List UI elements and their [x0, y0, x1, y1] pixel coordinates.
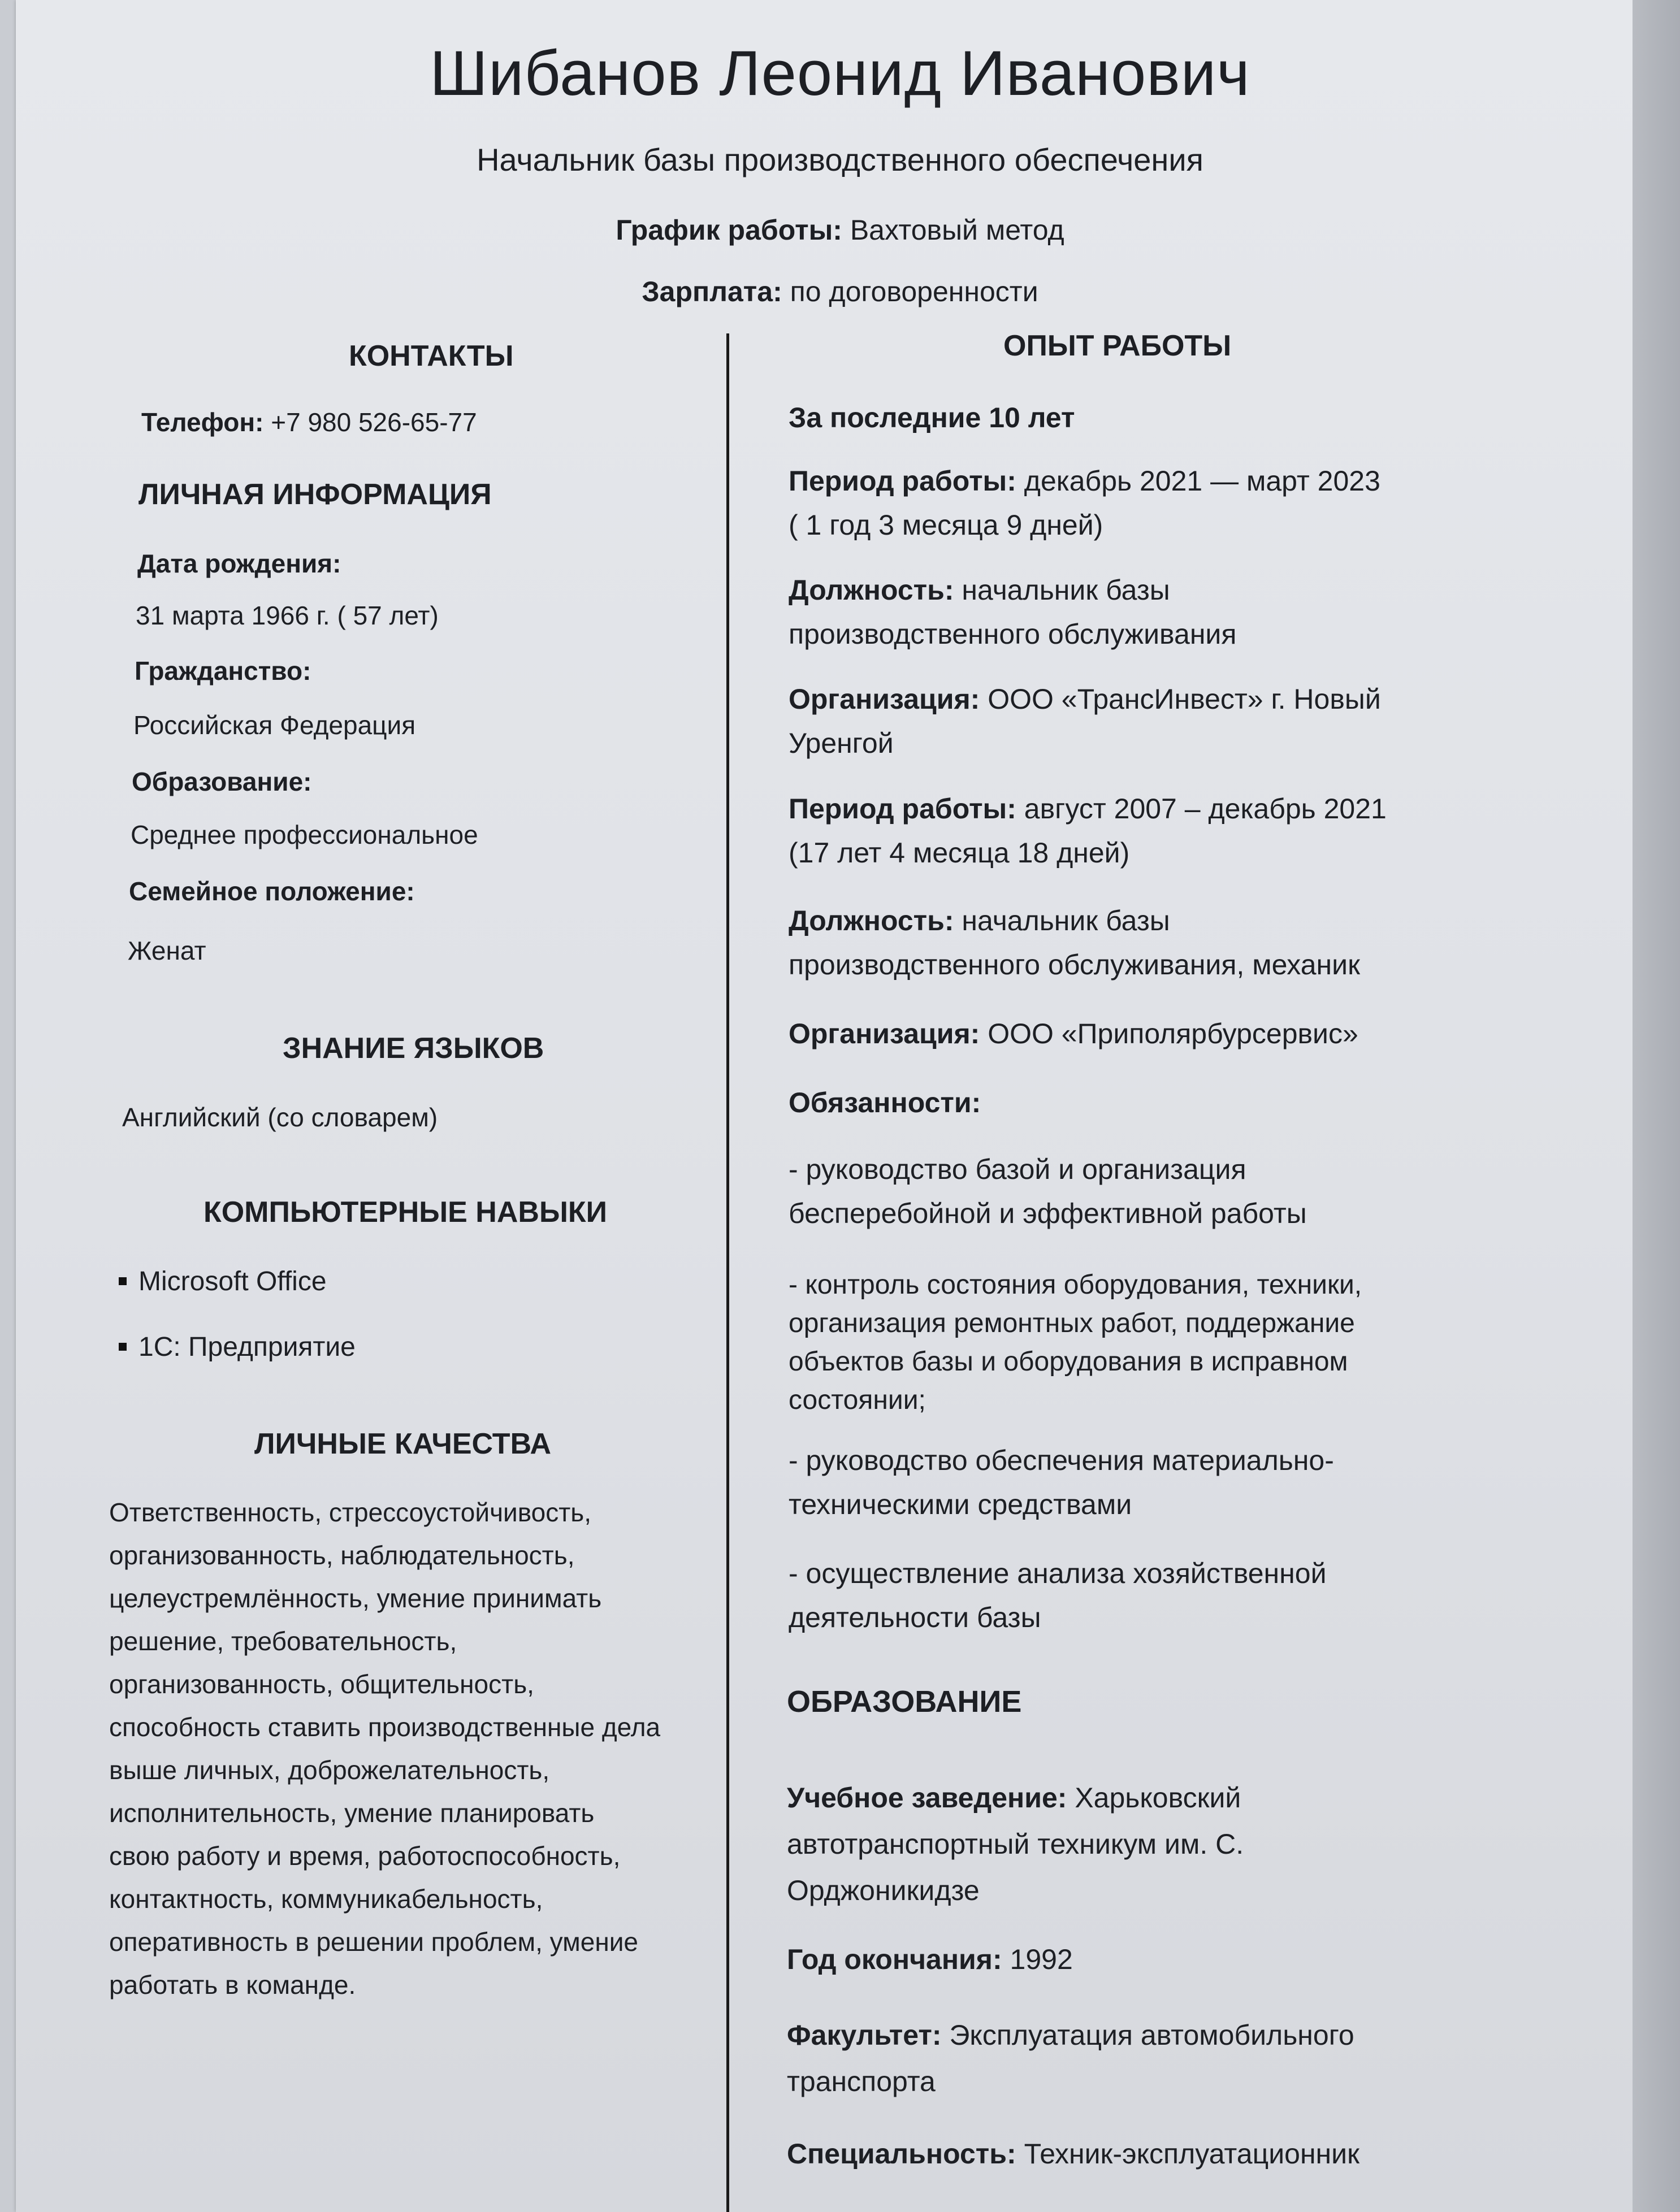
- duty-item: [789, 1438, 1523, 1526]
- job2-position: [789, 899, 1523, 987]
- languages-title: ЗНАНИЕ ЯЗЫКОВ: [283, 1032, 544, 1065]
- specialty: [787, 2132, 1359, 2176]
- salary-value: по договоренности: [782, 276, 1038, 307]
- job2-position-value: начальник базы: [954, 905, 1170, 936]
- school-value-cont: автотранспортный техникум им. С.: [787, 1828, 1244, 1860]
- qualities-line: оперативность в решении проблем, умение: [109, 1927, 639, 1957]
- work-schedule-value: Вахтовый метод: [842, 214, 1064, 246]
- job2-organization: [789, 1012, 1523, 1056]
- qualities-line: решение, требовательность,: [109, 1627, 457, 1656]
- qualities-line: организованность, наблюдательность,: [109, 1541, 575, 1570]
- job2-period-label: Период работы:: [789, 793, 1016, 825]
- contacts-title: КОНТАКТЫ: [349, 340, 514, 372]
- duty-line: деятельности базы: [789, 1602, 1041, 1633]
- graduation-year-value: 1992: [1002, 1944, 1073, 1975]
- job1-position: [789, 568, 1523, 656]
- family-status-label: Семейное положение:: [129, 877, 415, 906]
- candidate-position: Начальник базы производственного обеспечения: [477, 142, 1203, 177]
- bullet-icon: [119, 1343, 127, 1351]
- job1-period-value: декабрь 2021 — март 2023: [1016, 465, 1380, 497]
- faculty: [787, 2012, 1522, 2105]
- skill-item: [102, 1325, 667, 1390]
- qualities-line: выше личных, доброжелательность,: [109, 1755, 550, 1785]
- specialty-value: Техник-эксплуатационник: [1016, 2138, 1359, 2170]
- job2-org-label: Организация:: [789, 1018, 980, 1049]
- birth-date-value: 31 марта 1966 г. ( 57 лет): [136, 601, 439, 630]
- personal-qualities-title: ЛИЧНЫЕ КАЧЕСТВА: [254, 1428, 552, 1460]
- computer-skills-list: [102, 1259, 667, 1390]
- phone-value: +7 980 526-65-77: [263, 407, 477, 437]
- school-value: Харьковский: [1067, 1782, 1241, 1814]
- job1-position-value: начальник базы: [954, 574, 1170, 606]
- faculty-value: Эксплуатация автомобильного: [941, 2019, 1354, 2051]
- job1-org-label: Организация:: [789, 683, 980, 715]
- qualities-line: способность ставить производственные дела: [109, 1712, 661, 1742]
- school: [787, 1775, 1522, 1914]
- school-label: Учебное заведение:: [787, 1782, 1067, 1814]
- qualities-line: целеустремлённость, умение принимать: [109, 1584, 602, 1613]
- job1-period-label: Период работы:: [789, 465, 1016, 497]
- family-status-value: Женат: [128, 936, 206, 965]
- duty-item: [789, 1266, 1523, 1420]
- duty-line: - контроль состояния оборудования, техники,: [789, 1270, 1362, 1300]
- job2-position-label: Должность:: [789, 905, 954, 936]
- education-level-value: Среднее профессиональное: [131, 820, 478, 849]
- skill-label: Microsoft Office: [138, 1267, 327, 1296]
- job2-position-value-cont: производственного обслуживания, механик: [789, 949, 1360, 981]
- job1-org-value: ООО «ТрансИнвест» г. Новый: [980, 683, 1381, 715]
- education-title: ОБРАЗОВАНИЕ: [787, 1685, 1022, 1719]
- job1-position-value-cont: производственного обслуживания: [789, 618, 1237, 650]
- page-edge-shadow: [1633, 0, 1680, 2212]
- job1-position-label: Должность:: [789, 574, 954, 606]
- job2-duration: (17 лет 4 месяца 18 дней): [789, 837, 1130, 869]
- graduation-year-label: Год окончания:: [787, 1944, 1002, 1975]
- experience-title: ОПЫТ РАБОТЫ: [1003, 329, 1232, 362]
- work-schedule-label: График работы:: [616, 214, 842, 246]
- skill-item: [102, 1259, 667, 1325]
- work-schedule: [0, 214, 1680, 246]
- citizenship-value: Российская Федерация: [133, 710, 416, 740]
- qualities-line: организованность, общительность,: [109, 1669, 534, 1699]
- job1-org-value-cont: Уренгой: [789, 727, 894, 759]
- qualities-line: работать в команде.: [109, 1970, 356, 2000]
- duty-item: [789, 1551, 1523, 1640]
- faculty-value-cont: транспорта: [787, 2066, 936, 2097]
- bullet-icon: [119, 1277, 127, 1285]
- computer-skills-title: КОМПЬЮТЕРНЫЕ НАВЫКИ: [203, 1196, 607, 1229]
- job2-org-value: ООО «Приполярбурсервис»: [980, 1018, 1358, 1049]
- duty-line: техническими средствами: [789, 1489, 1132, 1520]
- specialty-label: Специальность:: [787, 2138, 1016, 2170]
- duty-line: - руководство обеспечения материально-: [789, 1445, 1334, 1476]
- job1-duration: ( 1 год 3 месяца 9 дней): [789, 509, 1103, 541]
- duty-line: бесперебойной и эффективной работы: [789, 1198, 1307, 1229]
- qualities-line: свою работу и время, работоспособность,: [109, 1841, 621, 1871]
- job2-period: [789, 787, 1523, 875]
- duty-line: состоянии;: [789, 1385, 926, 1415]
- skill-label: 1С: Предприятие: [138, 1332, 356, 1362]
- duty-item: [789, 1147, 1523, 1235]
- duty-line: объектов базы и оборудования в исправном: [789, 1347, 1348, 1377]
- qualities-line: контактность, коммуникабельность,: [109, 1884, 543, 1914]
- duty-line: - руководство базой и организация: [789, 1153, 1246, 1185]
- birth-date-label: Дата рождения:: [137, 549, 341, 578]
- faculty-label: Факультет:: [787, 2019, 942, 2051]
- phone-line: [141, 407, 477, 437]
- personal-qualities-text: [109, 1491, 725, 2006]
- column-divider: [726, 333, 729, 2212]
- duty-line: - осуществление анализа хозяйственной: [789, 1558, 1327, 1589]
- job2-period-value: август 2007 – декабрь 2021: [1016, 793, 1387, 825]
- languages-value: Английский (со словарем): [122, 1103, 438, 1132]
- phone-label: Телефон:: [141, 407, 264, 437]
- experience-subtitle: За последние 10 лет: [789, 402, 1075, 433]
- citizenship-label: Гражданство:: [135, 656, 311, 686]
- job1-period: [789, 459, 1523, 547]
- qualities-line: исполнительность, умение планировать: [109, 1798, 595, 1828]
- duties-label: Обязанности:: [789, 1087, 981, 1118]
- salary-label: Зарплата:: [642, 276, 782, 307]
- personal-info-title: ЛИЧНАЯ ИНФОРМАЦИЯ: [138, 478, 492, 511]
- salary: [0, 275, 1680, 308]
- school-value-cont: Орджоникидзе: [787, 1875, 980, 1906]
- qualities-line: Ответственность, стрессоустойчивость,: [109, 1498, 592, 1527]
- candidate-name: Шибанов Леонид Иванович: [430, 38, 1250, 109]
- job1-organization: [789, 677, 1523, 765]
- education-level-label: Образование:: [132, 767, 312, 796]
- duty-line: организация ремонтных работ, поддержание: [789, 1308, 1355, 1338]
- graduation-year: [787, 1937, 1073, 1981]
